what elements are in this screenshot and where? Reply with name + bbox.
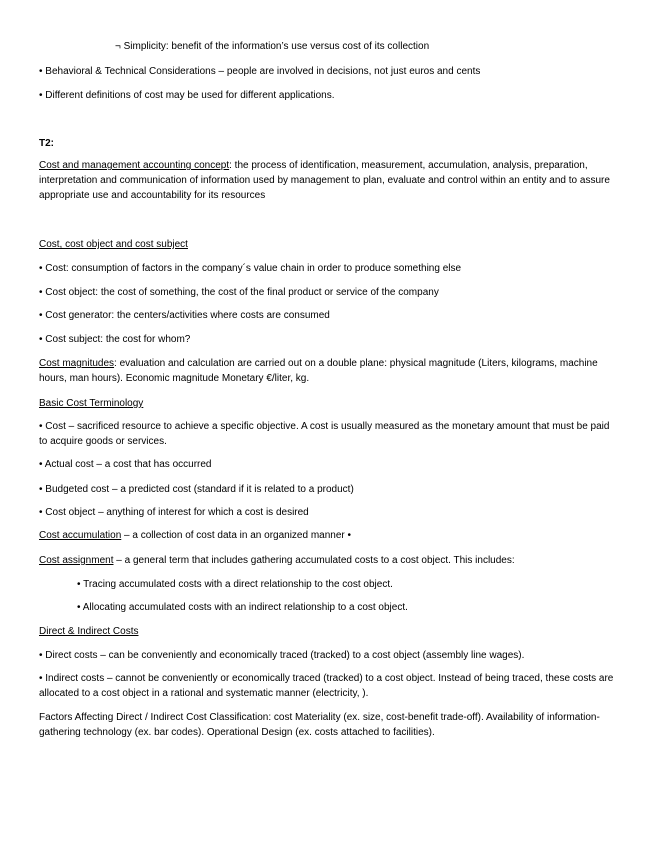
actual-cost-bullet: • Actual cost – a cost that has occurred bbox=[39, 459, 212, 470]
assignment-text: – a general term that includes gathering accumulated costs to a cost object. This includes: bbox=[113, 555, 515, 566]
cost-generator-bullet: • Cost generator: the centers/activities where costs are consumed bbox=[39, 310, 330, 321]
accumulation-text: – a collection of cost data in an organized manner • bbox=[121, 530, 352, 541]
direct-costs-bullet: • Direct costs – can be conveniently and economically traced (tracked) to a cost object (assembly line wages). bbox=[39, 650, 525, 661]
cost-object-term-bullet: • Cost object – anything of interest for which a cost is desired bbox=[39, 507, 309, 518]
terminology-heading: Basic Cost Terminology bbox=[39, 398, 144, 409]
cost-heading: Cost, cost object and cost subject bbox=[39, 239, 188, 250]
magnitudes-text: : evaluation and calculation are carried out on a double plane: physical magnitude (Liters, kilograms, machine hours, man hours). Economic magnitude Monetary €/liter, kg. bbox=[39, 358, 598, 384]
cost-object-bullet: • Cost object: the cost of something, the cost of the final product or service of the company bbox=[39, 287, 439, 298]
cost-bullet: • Cost: consumption of factors in the company´s value chain in order to produce something else bbox=[39, 263, 462, 274]
tracing-bullet: • Tracing accumulated costs with a direct relationship to the cost object. bbox=[77, 579, 393, 590]
accumulation-line bbox=[39, 528, 619, 543]
simplicity-line: ¬ Simplicity: benefit of the information’s use versus cost of its collection bbox=[115, 41, 430, 52]
allocating-bullet: • Allocating accumulated costs with an indirect relationship to a cost object. bbox=[77, 602, 408, 613]
budgeted-cost-bullet: • Budgeted cost – a predicted cost (standard if it is related to a product) bbox=[39, 484, 354, 495]
concept-text: : the process of identification, measurement, accumulation, analysis, preparation, interpretation and communication of information used by management to plan, evaluate and control within an entity and to assure appropriate use and accountability for its resources bbox=[39, 160, 610, 201]
cost-subject-bullet: • Cost subject: the cost for whom? bbox=[39, 334, 191, 345]
term-cost-bullet: • Cost – sacrificed resource to achieve a specific objective. A cost is usually measured as the monetary amount that must be paid to acquire goods or services. bbox=[39, 421, 610, 447]
magnitudes-paragraph bbox=[39, 356, 619, 386]
concept-term: Cost and management accounting concept bbox=[39, 160, 230, 171]
assignment-term: Cost assignment bbox=[39, 555, 114, 566]
direct-indirect-heading: Direct & Indirect Costs bbox=[39, 626, 139, 637]
section-label-t2: T2: bbox=[39, 138, 54, 149]
behavioral-bullet: • Behavioral & Technical Considerations – people are involved in decisions, not just euros and cents bbox=[39, 66, 481, 77]
concept-paragraph bbox=[39, 158, 619, 203]
factors-paragraph: Factors Affecting Direct / Indirect Cost Classification: cost Materiality (ex. size, cost-benefit trade-off). Availability of information-gathering technology (ex. bar codes). Operational Design (ex. costs attached to facilities). bbox=[39, 712, 600, 738]
accumulation-term: Cost accumulation bbox=[39, 530, 122, 541]
magnitudes-term: Cost magnitudes bbox=[39, 358, 115, 369]
definitions-bullet: • Different definitions of cost may be used for different applications. bbox=[39, 90, 335, 101]
assignment-line bbox=[39, 553, 619, 568]
indirect-costs-bullet: • Indirect costs – cannot be conveniently or economically traced (tracked) to a cost object. Instead of being traced, these costs are allocated to a cost object in a rational and systematic manner (electricity, ). bbox=[39, 673, 614, 699]
